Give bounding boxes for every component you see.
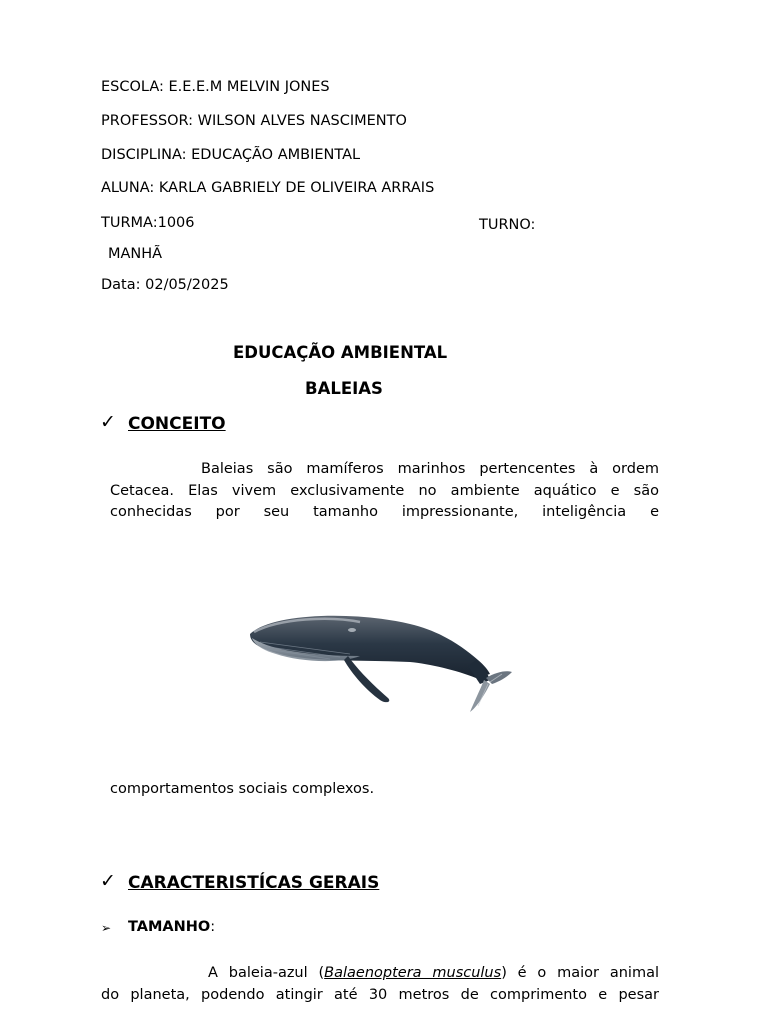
tamanho-paragraph (101, 963, 659, 1006)
page-title: EDUCAÇÃO AMBIENTAL (233, 343, 448, 362)
conceito-line-4: comportamentos sociais complexos. (110, 781, 375, 797)
shift-label: TURNO: (479, 217, 536, 233)
date-line: Data: 02/05/2025 (101, 277, 229, 293)
subheading-tamanho (128, 919, 215, 935)
tamanho-line-1 (101, 963, 659, 985)
checkmark-icon: ✓ (100, 411, 116, 433)
conceito-line-3: conhecidas por seu tamanho impressionante, inteligência e (110, 504, 659, 520)
checkmark-icon: ✓ (100, 870, 116, 892)
tamanho-line-2: do planeta, podendo atingir até 30 metros de comprimento e pesar (101, 986, 659, 1003)
shift-value: MANHÃ (108, 246, 163, 262)
whale-image (240, 598, 520, 718)
conceito-paragraph (110, 459, 659, 524)
humpback-whale-icon (240, 598, 520, 718)
arrow-bullet-icon: ➢ (101, 921, 112, 935)
tamanho-label: TAMANHO (128, 919, 211, 935)
section-heading-caracteristicas: CARACTERISTÍCAS GERAIS (128, 873, 380, 893)
class-line: TURMA:1006 (101, 215, 195, 231)
conceito-line-1: Baleias são mamíferos marinhos pertencentes à ordem (201, 461, 659, 477)
student-line: ALUNA: KARLA GABRIELY DE OLIVEIRA ARRAIS (101, 180, 435, 196)
school-line: ESCOLA: E.E.E.M MELVIN JONES (101, 79, 330, 95)
tamanho-text-prefix: A baleia-azul ( (208, 965, 325, 981)
professor-line: PROFESSOR: WILSON ALVES NASCIMENTO (101, 113, 407, 129)
conceito-line-2: Cetacea. Elas vivem exclusivamente no ambiente aquático e são (110, 482, 659, 499)
section-heading-conceito: CONCEITO (128, 414, 226, 434)
tamanho-text-suffix: ) é o maior animal (501, 965, 659, 981)
discipline-line: DISCIPLINA: EDUCAÇÃO AMBIENTAL (101, 147, 361, 163)
tamanho-colon: : (210, 919, 216, 935)
scientific-name: Balaenoptera musculus (324, 965, 502, 981)
page-subtitle: BALEIAS (305, 379, 383, 398)
